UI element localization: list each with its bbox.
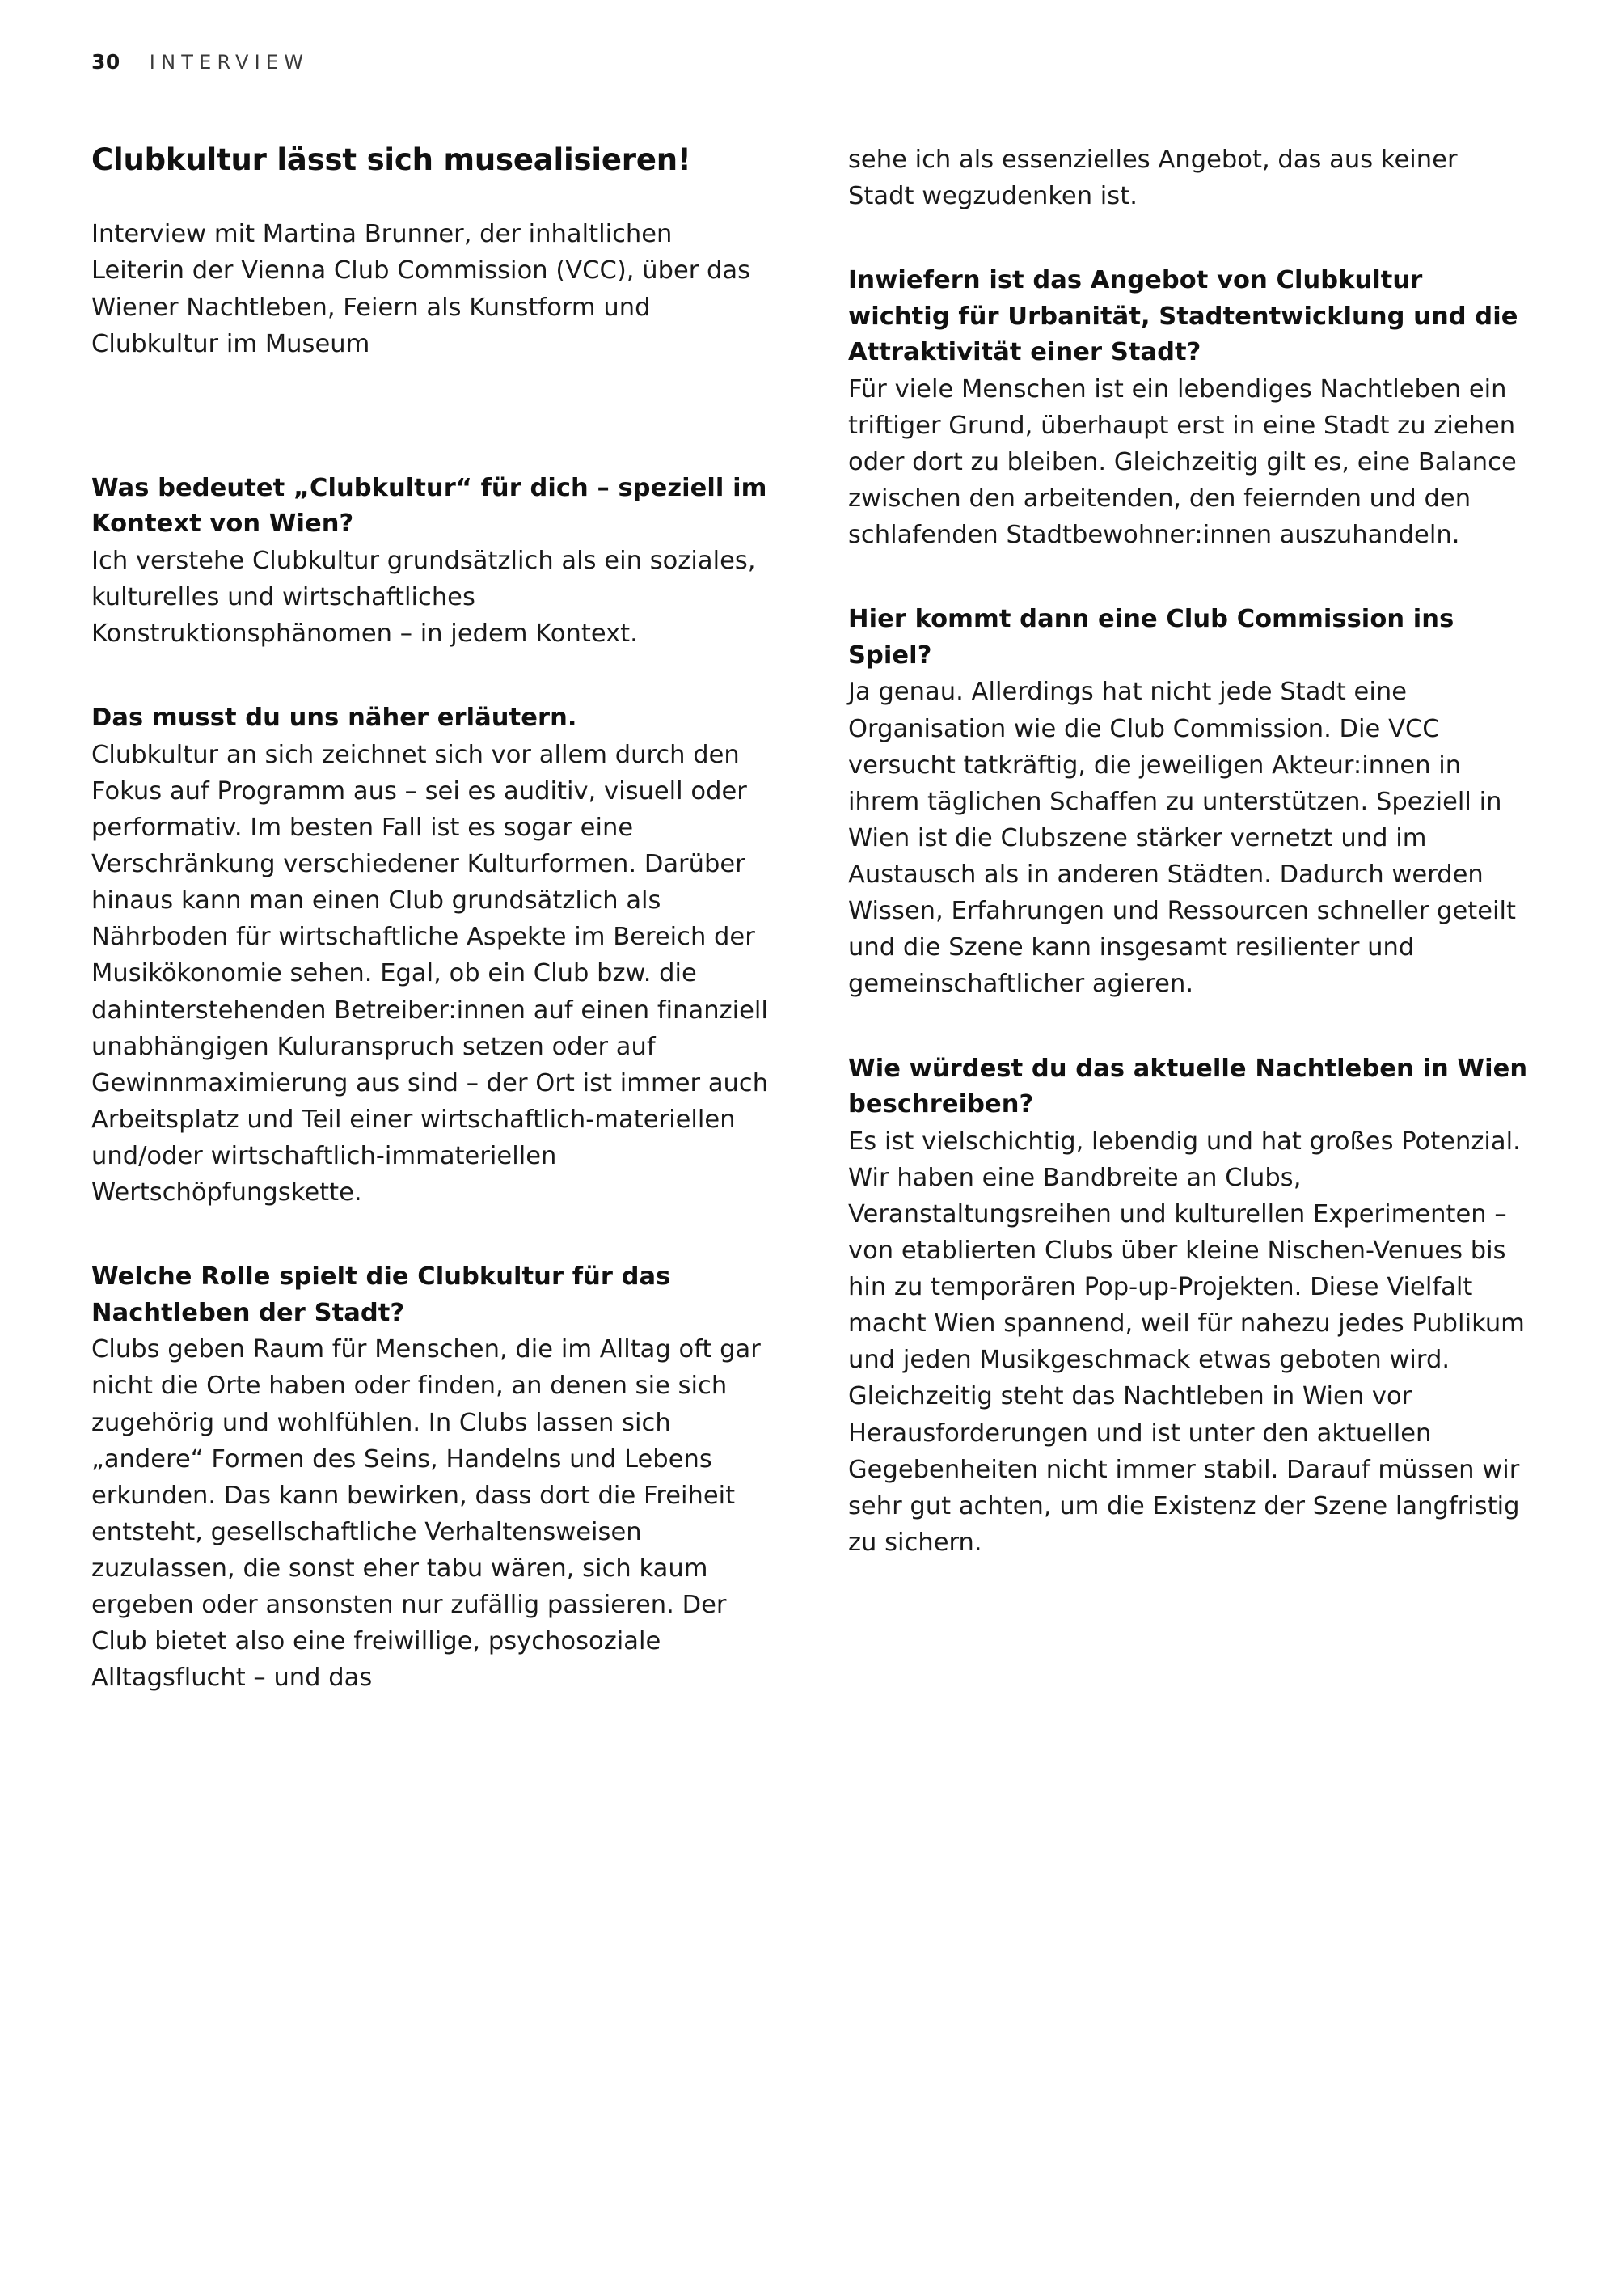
question-text: Was bedeutet „Clubkultur“ für dich – speziell im Kontext von Wien? xyxy=(91,473,767,539)
answer-text: Es ist vielschichtig, lebendig und hat großes Potenzial. Wir haben eine Bandbreite an Clubs, Veranstaltungsreihen und kulturellen Experimenten – von etablierten Clubs über kleine Nischen-Venues bis hin zu temporären Pop-up-Projekten. Diese Vielfalt macht Wien spannend, weil für nahezu jedes Publikum und jeden Musikgeschmack etwas geboten wird. Gleichzeitig steht das Nachtleben in Wien vor Herausforderungen und ist unter den aktuellen Gegebenheiten nicht immer stabil. Darauf müssen wir sehr gut achten, um die Existenz der Szene langfristig zu sichern. xyxy=(848,1127,1525,1557)
spacer xyxy=(91,362,773,422)
answer-text: Ich verstehe Clubkultur grundsätzlich als ein soziales, kulturelles und wirtschaftliches Konstruktionsphänomen – in jedem Kontext. xyxy=(91,546,756,649)
question-text: Inwiefern ist das Angebot von Clubkultur wichtig für Urbanität, Stadtentwicklung und die Attraktivität einer Stadt? xyxy=(848,266,1518,367)
qa-block xyxy=(848,1051,1530,1562)
answer-continuation: sehe ich als essenzielles Angebot, das aus keiner Stadt wegzudenken ist. xyxy=(848,146,1458,211)
qa-block xyxy=(91,700,773,1211)
article-columns xyxy=(91,142,1530,1697)
running-head xyxy=(91,50,309,74)
column-left xyxy=(91,142,773,1697)
question-text: Welche Rolle spielt die Clubkultur für das Nachtleben der Stadt? xyxy=(91,1262,671,1327)
answer-text: Clubs geben Raum für Menschen, die im Alltag oft gar nicht die Orte haben oder finden, an denen sie sich zugehörig und wohlfühlen. In Clubs lassen sich „andere“ Formen des Seins, Handelns und Lebens erkunden. Das kann bewirken, dass dort die Freiheit entsteht, gesellschaftliche Verhaltensweisen zuzulassen, die sonst eher tabu wären, sich kaum ergeben oder ansonsten nur zufällig passieren. Der Club bietet also eine freiwillige, psychosoziale Alltagsflucht – und das xyxy=(91,1335,761,1693)
answer-text: Für viele Menschen ist ein lebendiges Nachtleben ein triftiger Grund, überhaupt erst in eine Stadt zu ziehen oder dort zu bleiben. Gleichzeitig gilt es, eine Balance zwischen den arbeitenden, den feiernden und den schlafenden Stadtbewohner:innen auszuhandeln. xyxy=(848,374,1517,550)
qa-block xyxy=(848,263,1530,553)
answer-text: Clubkultur an sich zeichnet sich vor allem durch den Fokus auf Programm aus – sei es auditiv, visuell oder performativ. Im besten Fall ist es sogar eine Verschränkung verschiedener Kulturformen. Darüber hinaus kann man einen Club grundsätzlich als Nährboden für wirtschaftliche Aspekte im Bereich der Musikökonomie sehen. Egal, ob ein Club bzw. die dahinterstehenden Betreiber:innen auf einen finanziell unabhängigen Kuluranspruch setzen oder auf Gewinnmaximierung aus sind – der Ort ist immer auch Arbeitsplatz und Teil einer wirtschaftlich-materiellen und/oder wirtschaftlich-immateriellen Wertschöpfungskette. xyxy=(91,740,769,1207)
answer-text: Ja genau. Allerdings hat nicht jede Stadt eine Organisation wie die Club Commission. Die VCC versucht tatkräftig, die jeweiligen Akteur:innen in ihrem täglichen Schaffen zu unterstützen. Speziell in Wien ist die Clubszene stärker vernetzt und im Austausch als in anderen Städten. Dadurch werden Wissen, Erfahrungen und Ressourcen schneller geteilt und die Szene kann insgesamt resilienter und gemeinschaftlicher agieren. xyxy=(848,678,1517,999)
section-label: INTERVIEW xyxy=(149,51,310,74)
qa-block xyxy=(91,471,773,652)
column-right xyxy=(848,142,1530,1697)
page-number: 30 xyxy=(91,50,120,74)
article-headline: Clubkultur lässt sich musealisieren! xyxy=(91,142,691,177)
question-text: Hier kommt dann eine Club Commission ins Spiel? xyxy=(848,605,1454,670)
qa-block xyxy=(91,1259,773,1696)
question-text: Das musst du uns näher erläutern. xyxy=(91,704,577,733)
question-text: Wie würdest du das aktuelle Nachtleben in Wien beschreiben? xyxy=(848,1054,1528,1119)
qa-block xyxy=(848,602,1530,1002)
article-standfirst: Interview mit Martina Brunner, der inhaltlichen Leiterin der Vienna Club Commission (VCC), über das Wiener Nachtleben, Feiern als Kunstform und Clubkultur im Museum xyxy=(91,220,751,358)
